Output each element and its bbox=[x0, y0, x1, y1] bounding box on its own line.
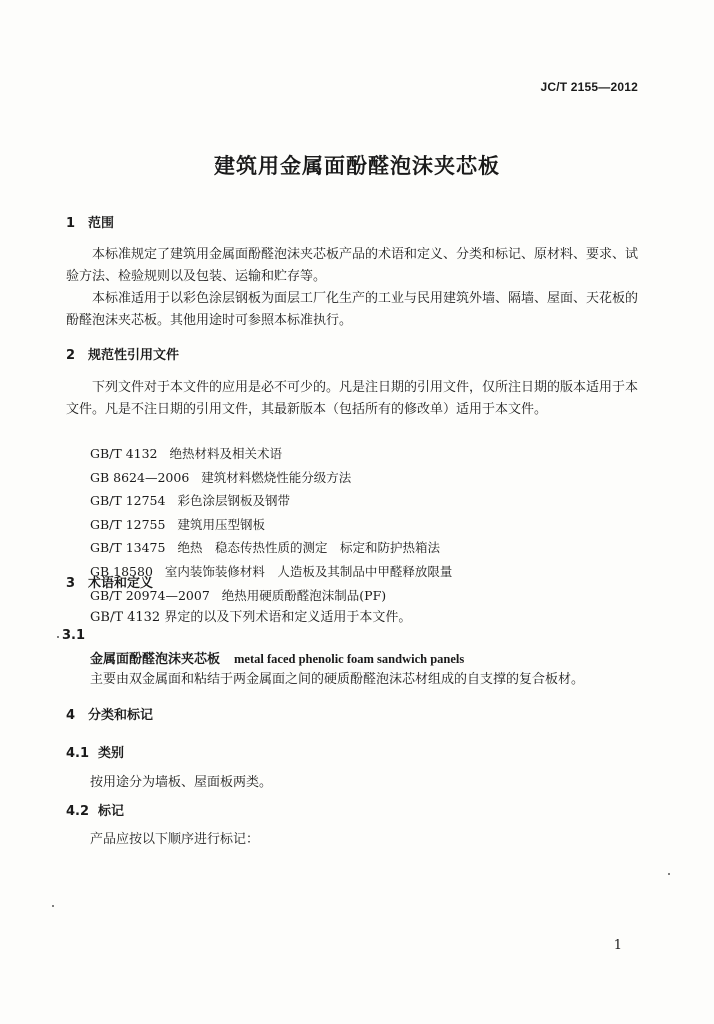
reference-title: 建筑用压型钢板 bbox=[177, 516, 265, 532]
reference-item bbox=[90, 442, 452, 466]
reference-item bbox=[90, 466, 452, 490]
reference-title: 绝热 稳态传热性质的测定 标定和防护热箱法 bbox=[177, 540, 440, 556]
reference-code: GB/T 20974—2007 bbox=[90, 587, 210, 603]
document-title: 建筑用金属面酚醛泡沫夹芯板 bbox=[214, 154, 500, 178]
standard-code: JC/T 2155—2012 bbox=[540, 80, 638, 94]
section-number: 4 bbox=[66, 708, 76, 723]
subsection-title: 标记 bbox=[98, 804, 125, 819]
section-3-intro: GB/T 4132 界定的以及下列术语和定义适用于本文件。 bbox=[90, 610, 412, 625]
subsection-number: 4.1 bbox=[66, 746, 90, 761]
reference-title: 绝热用硬质酚醛泡沫制品(PF) bbox=[221, 587, 387, 603]
term-number: 3.1 bbox=[62, 628, 86, 643]
section-number: 3 bbox=[66, 576, 76, 591]
page-number: 1 bbox=[613, 938, 622, 953]
reference-code: GB/T 12754 bbox=[90, 493, 166, 509]
reference-title: 绝热材料及相关术语 bbox=[169, 446, 283, 461]
section-3-heading bbox=[66, 572, 153, 591]
subsection-4-1-heading bbox=[66, 742, 124, 761]
section-2-heading bbox=[66, 344, 179, 363]
reference-code: GB 8624—2006 bbox=[90, 469, 190, 485]
section-title: 范围 bbox=[88, 216, 115, 231]
subsection-4-2-heading bbox=[66, 800, 124, 819]
subsection-4-2-text: 产品应按以下顺序进行标记： bbox=[90, 832, 260, 847]
reference-title: 建筑材料燃烧性能分级方法 bbox=[201, 469, 352, 485]
reference-title: 彩色涂层钢板及钢带 bbox=[177, 493, 290, 509]
reference-code: GB/T 12755 bbox=[90, 516, 166, 532]
reference-code: GB/T 4132 bbox=[90, 446, 158, 461]
term-definition: 主要由双金属面和粘结于两金属面之间的硬质酚醛泡沫芯材组成的自支撑的复合板材。 bbox=[90, 672, 585, 687]
subsection-title: 类别 bbox=[98, 746, 125, 761]
subsection-number: 4.2 bbox=[66, 804, 90, 819]
section-number: 2 bbox=[66, 348, 76, 363]
reference-code: GB/T 13475 bbox=[90, 540, 166, 556]
section-title: 术语和定义 bbox=[88, 576, 154, 591]
section-number: 1 bbox=[66, 216, 76, 231]
section-2-intro: 下列文件对于本文件的应用是必不可少的。凡是注日期的引用文件，仅所注日期的版本适用于本文件。凡是不注日期的引用文件，其最新版本（包括所有的修改单）适用于本文件。 bbox=[66, 380, 639, 417]
section-1-heading bbox=[66, 212, 114, 231]
subsection-4-1-text: 按用途分为墙板、屋面板两类。 bbox=[90, 775, 273, 790]
section-title: 规范性引用文件 bbox=[88, 348, 180, 363]
section-1-paragraph-2: 本标准适用于以彩色涂层钢板为面层工厂化生产的工业与民用建筑外墙、隔墙、屋面、天花板的酚醛泡沫夹芯板。其他用途时可参照本标准执行。 bbox=[66, 291, 639, 328]
scan-speck bbox=[668, 873, 670, 875]
scan-speck bbox=[57, 636, 59, 638]
reference-item bbox=[90, 536, 452, 560]
scan-speck bbox=[52, 905, 54, 907]
reference-title: 室内装饰装修材料 人造板及其制品中甲醛释放限量 bbox=[164, 563, 453, 579]
reference-code: GB 18580 bbox=[90, 563, 153, 579]
section-4-heading bbox=[66, 704, 153, 723]
section-title: 分类和标记 bbox=[88, 708, 154, 723]
section-1-paragraph-1: 本标准规定了建筑用金属面酚醛泡沫夹芯板产品的术语和定义、分类和标记、原材料、要求、试验方法、检验规则以及包装、运输和贮存等。 bbox=[66, 247, 639, 284]
term-zh: 金属面酚醛泡沫夹芯板 bbox=[90, 652, 221, 667]
term-en: metal faced phenolic foam sandwich panels bbox=[234, 652, 465, 666]
term-entry bbox=[90, 648, 464, 667]
reference-item bbox=[90, 513, 452, 537]
reference-item bbox=[90, 489, 452, 513]
